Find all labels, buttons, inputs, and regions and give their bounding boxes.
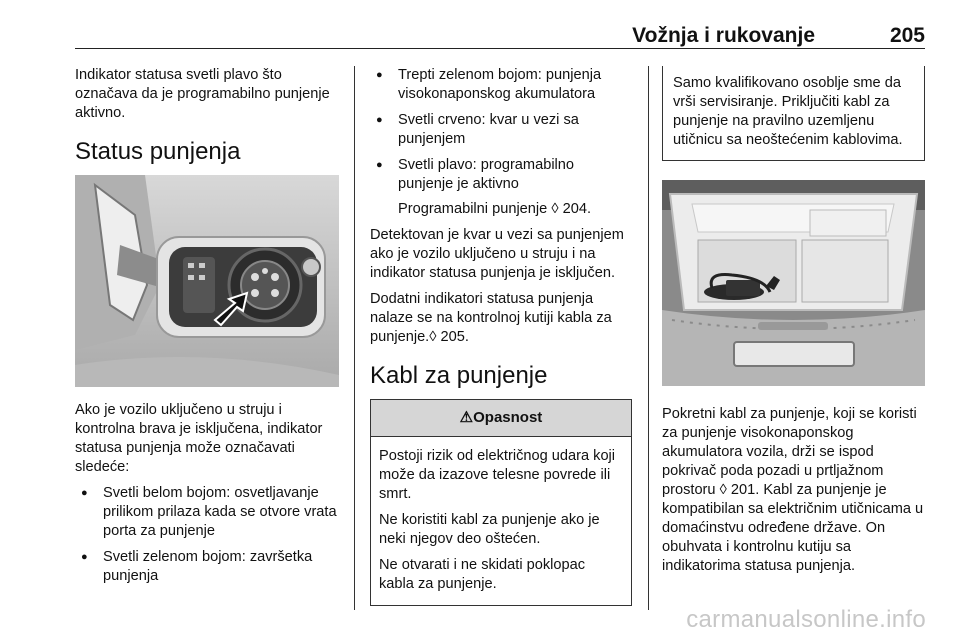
warning-triangle-icon: ⚠: [459, 409, 474, 426]
column-2: [370, 66, 632, 606]
cross-reference-programmable: Programabilni punjenje ◊ 204.: [398, 201, 591, 217]
list-item: ● Svetli belom bojom: osvetljavanje prilikom prilaza kada se otvore vrata porta za punjenje: [75, 484, 340, 541]
site-watermark: carmanualsonline.info: [686, 606, 926, 633]
charging-port-illustration: [75, 175, 339, 387]
warning-title: Opasnost: [473, 409, 543, 426]
list-item: ● Svetli zelenom bojom: završetka punjenja: [75, 548, 340, 586]
warning-header: [371, 400, 631, 437]
chapter-title: Vožnja i rukovanje: [632, 24, 815, 47]
column-3: [662, 66, 925, 161]
warning-paragraph: Ne otvarati i ne skidati poklopac kabla za punjenje.: [379, 557, 586, 592]
list-item: ● Trepti zelenom bojom: punjenja visokonaponskog akumulatora: [370, 66, 632, 104]
caution-note-box: [662, 66, 925, 161]
status-intro-paragraph: Ako je vozilo uključeno u struju i kontrolna brava je isključena, indikator statusa punjenja može označavati sledeće:: [75, 402, 323, 475]
section-heading-status: Status punjenja: [75, 138, 241, 165]
fault-paragraph: Detektovan je kvar u vezi sa punjenjem ako je vozilo uključeno u struju i na indikator statusa punjenja je isključen.: [370, 227, 624, 281]
caution-note-text: Samo kvalifikovano osoblje sme da vrši servisiranje. Priključiti kabl za punjenje na pravilno uzemljenu utičnicu sa neoštećenim kablovima.: [673, 75, 903, 148]
trunk-cable-figure: [662, 180, 925, 386]
additional-indicators-paragraph: Dodatni indikatori statusa punjenja nalaze se na kontrolnoj kutiji kabla za punjenje.◊ 205.: [370, 291, 612, 345]
section-heading-cable: Kabl za punjenje: [370, 362, 548, 389]
list-item: ● Svetli plavo: programabilno punjenje je aktivno: [370, 156, 632, 194]
page-header: [75, 0, 925, 49]
trunk-cable-illustration: [662, 180, 925, 386]
column-1-lower: [75, 401, 340, 593]
column-3-lower: [662, 405, 925, 583]
status-list-1: [75, 484, 340, 586]
column-divider-1: [354, 66, 355, 610]
warning-body: [371, 437, 631, 605]
warning-paragraph: Postoji rizik od električnog udara koji može da izazove telesne povrede ili smrt.: [379, 448, 616, 502]
column-1: [75, 66, 340, 167]
charging-port-figure: [75, 175, 339, 387]
status-list-2: [370, 66, 632, 194]
danger-warning-box: [370, 399, 632, 606]
intro-paragraph: Indikator statusa svetli plavo što označava da je programabilno punjenje aktivno.: [75, 67, 330, 121]
page-number: 205: [889, 24, 925, 47]
column-divider-2: [648, 66, 649, 610]
list-item: ● Svetli crveno: kvar u vezi sa punjenjem: [370, 111, 632, 149]
cable-description-paragraph: Pokretni kabl za punjenje, koji se koristi za punjenje visokonaponskog akumulatora vozila, drži se ispod pokrivač poda pozadi u prtljažnom prostoru ◊ 201. Kabl za punjenje je kompatibilan sa električnim utičnicama u domaćinstvu određene države. On obuhvata i kontrolnu kutiju sa indikatorima statusa punjenja.: [662, 406, 924, 574]
warning-paragraph: Ne koristiti kabl za punjenje ako je neki njegov deo oštećen.: [379, 512, 600, 547]
